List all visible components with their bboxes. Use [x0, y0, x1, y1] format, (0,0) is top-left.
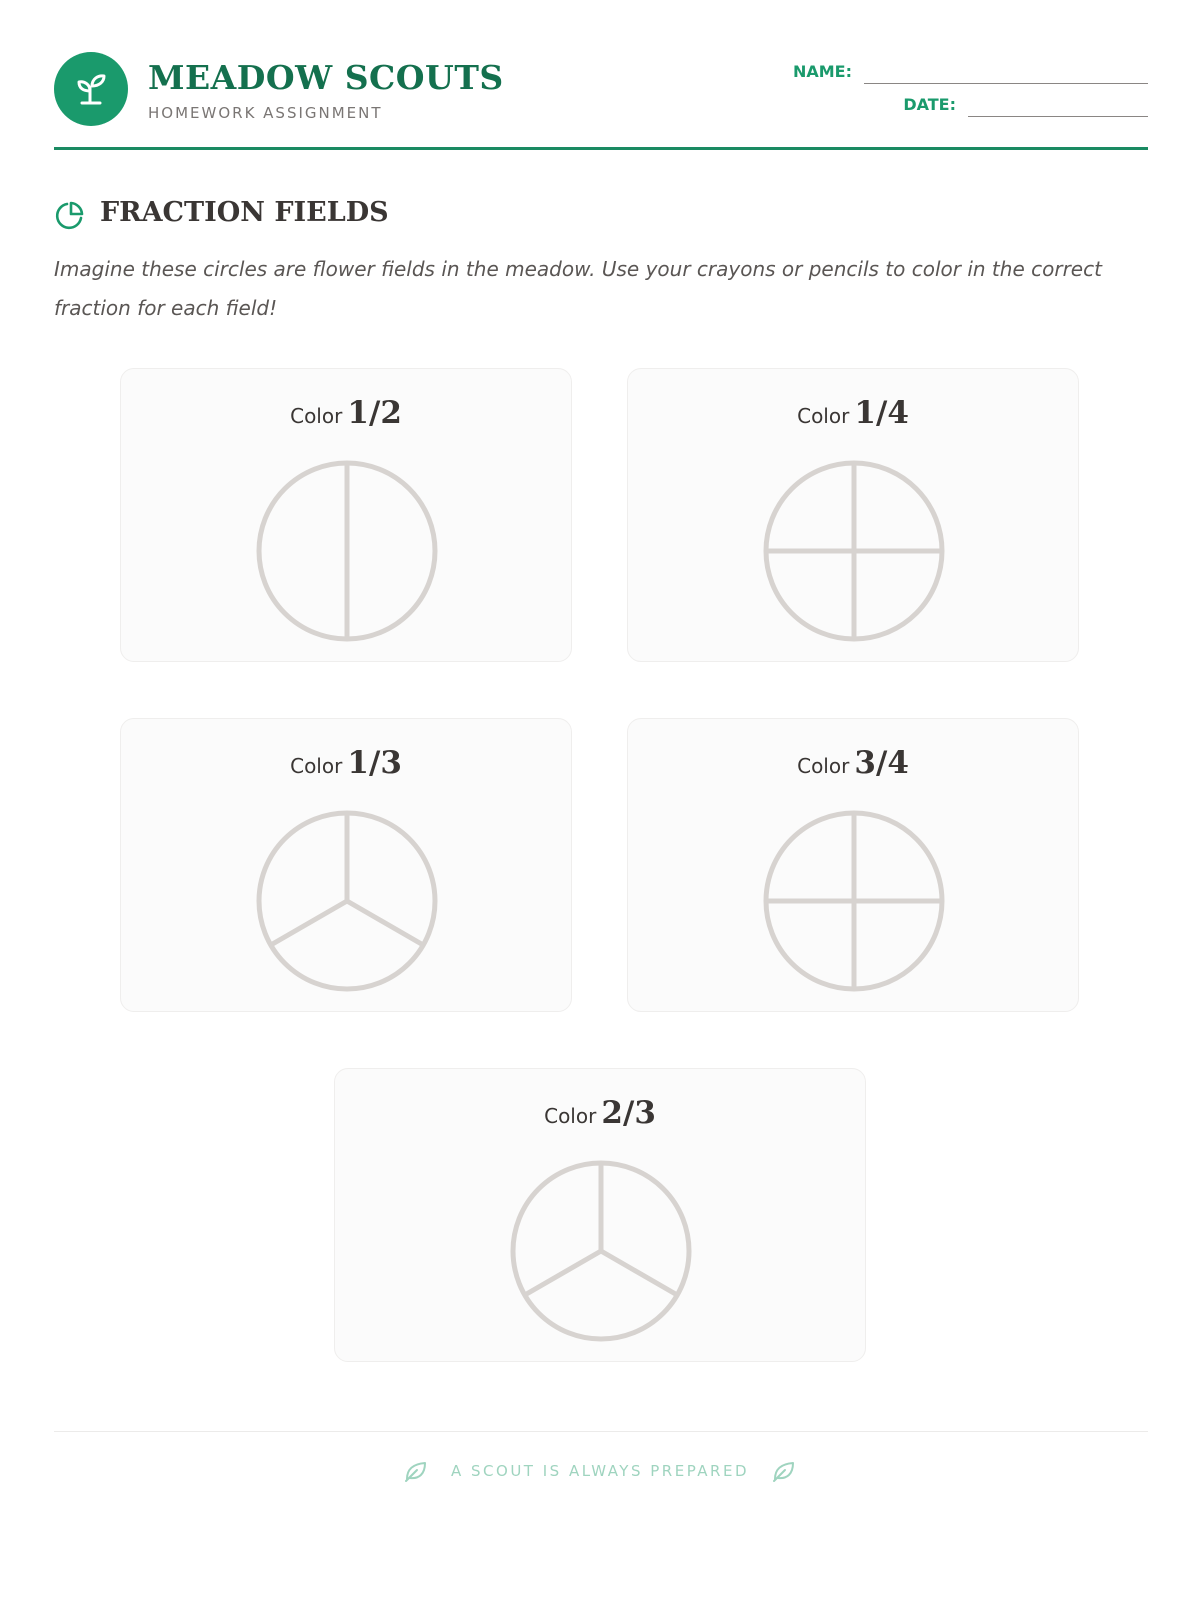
card-word: Color: [544, 1104, 597, 1128]
header-divider: [54, 147, 1148, 150]
name-label: NAME:: [792, 62, 852, 81]
fraction-card: [334, 1068, 866, 1362]
fraction-card: [120, 368, 572, 662]
leaf-icon: [403, 1458, 429, 1484]
card-word: Color: [797, 404, 850, 428]
card-word: Color: [290, 404, 343, 428]
fraction-circle[interactable]: [505, 1155, 697, 1347]
card-fraction: 2/3: [601, 1095, 656, 1131]
footer-divider: [54, 1431, 1148, 1432]
sprout-icon: [54, 52, 128, 126]
card-word: Color: [290, 754, 343, 778]
card-title: [121, 395, 571, 431]
card-title: [121, 745, 571, 781]
fraction-circle[interactable]: [251, 805, 443, 997]
fraction-card: [120, 718, 572, 1012]
card-fraction: 3/4: [854, 745, 909, 781]
fraction-circle[interactable]: [251, 455, 443, 647]
fraction-card: [627, 718, 1079, 1012]
card-title: [628, 395, 1078, 431]
footer-motto: A SCOUT IS ALWAYS PREPARED: [451, 1462, 749, 1480]
card-title: [335, 1095, 865, 1131]
slice-divider: [271, 901, 347, 945]
instructions: Imagine these circles are flower fields in the meadow. Use your crayons or pencils to color in the correct fraction for each field!: [54, 257, 1102, 320]
footer: [0, 1456, 1200, 1486]
fraction-circle[interactable]: [758, 805, 950, 997]
brand-subtitle: HOMEWORK ASSIGNMENT: [148, 104, 383, 122]
fraction-card: [627, 368, 1079, 662]
card-word: Color: [797, 754, 850, 778]
name-field[interactable]: [864, 83, 1148, 84]
date-field[interactable]: [968, 116, 1148, 117]
card-fraction: 1/4: [854, 395, 909, 431]
leaf-icon: [771, 1458, 797, 1484]
card-fraction: 1/3: [347, 745, 402, 781]
card-title: [628, 745, 1078, 781]
brand-title: MEADOW SCOUTS: [148, 58, 504, 97]
section-title: FRACTION FIELDS: [100, 197, 389, 228]
pie-chart-icon: [54, 199, 86, 231]
fraction-circle[interactable]: [758, 455, 950, 647]
slice-divider: [525, 1251, 601, 1295]
slice-divider: [347, 901, 423, 945]
date-label: DATE:: [903, 95, 956, 114]
header: [54, 52, 1148, 148]
card-fraction: 1/2: [347, 395, 402, 431]
slice-divider: [601, 1251, 677, 1295]
